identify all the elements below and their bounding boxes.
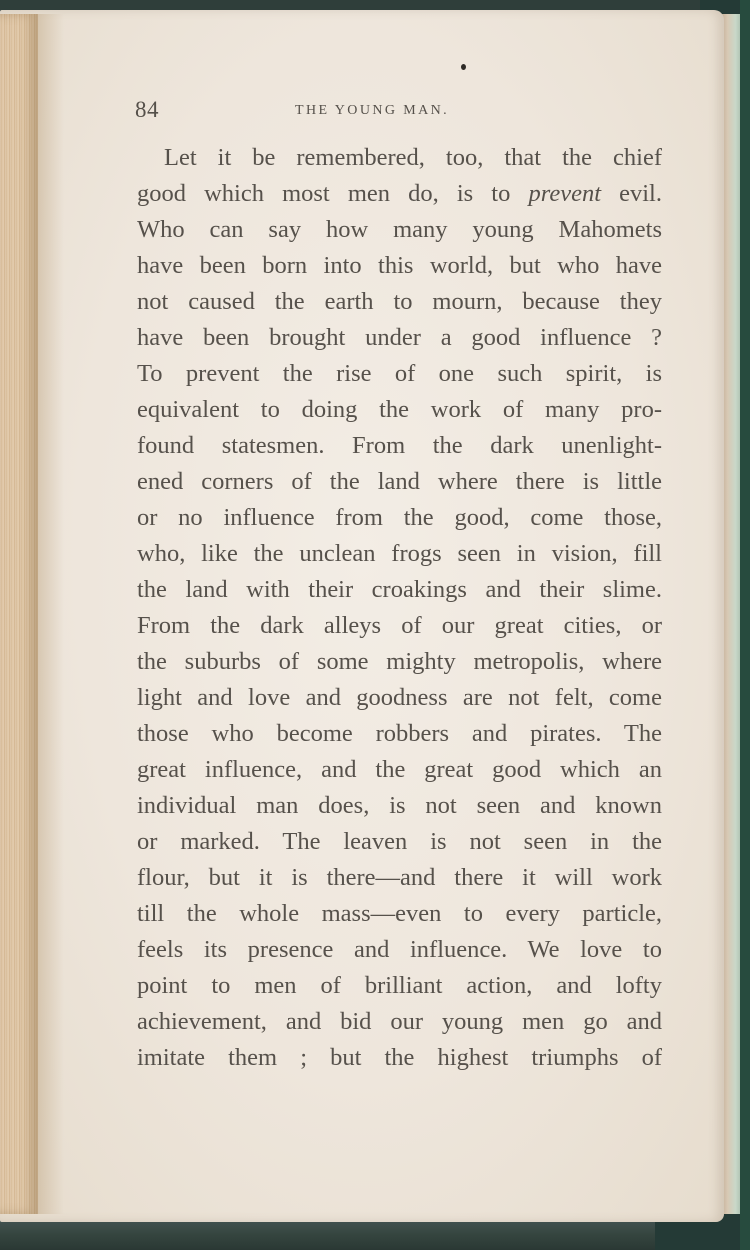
text-line xyxy=(137,392,662,428)
text-line xyxy=(137,1004,662,1040)
text-line-content: individual man does, is not seen and known xyxy=(137,792,662,819)
text-line xyxy=(137,212,662,248)
text-line xyxy=(137,788,662,824)
text-line-content: good which most men do, is to xyxy=(137,180,529,207)
text-line xyxy=(137,140,662,176)
text-line xyxy=(137,716,662,752)
text-line xyxy=(137,896,662,932)
text-line-content: have been brought under a good influence ? xyxy=(137,324,662,351)
text-line-content: great influence, and the great good which an xyxy=(137,756,662,783)
page-edges xyxy=(0,14,38,1214)
text-line-content: till the whole mass—even to every particle, xyxy=(137,900,662,927)
text-line xyxy=(137,320,662,356)
text-line xyxy=(137,752,662,788)
text-line xyxy=(137,824,662,860)
text-line xyxy=(137,248,662,284)
text-line-content: equivalent to doing the work of many pro- xyxy=(137,396,662,423)
text-line-content: imitate them ; but the highest triumphs of xyxy=(137,1044,662,1071)
text-line-content: those who become robbers and pirates. The xyxy=(137,720,662,747)
gutter-shadow xyxy=(38,14,64,1214)
text-line xyxy=(137,176,662,212)
text-line-content: the suburbs of some mighty metropolis, where xyxy=(137,648,662,675)
text-line xyxy=(137,932,662,968)
body-text xyxy=(137,140,662,1076)
emphasis-text: prevent xyxy=(528,180,602,207)
text-line-content: or no influence from the good, come those, xyxy=(137,504,662,531)
text-line-content: ened corners of the land where there is little xyxy=(137,468,662,495)
text-line-suffix: evil. xyxy=(601,180,662,207)
text-line xyxy=(137,500,662,536)
text-line-content: Let it be remembered, too, that the chief xyxy=(164,144,662,171)
background-surface xyxy=(740,0,750,1250)
running-head: THE YOUNG MAN. xyxy=(295,103,450,118)
text-line-content: flour, but it is there—and there it will work xyxy=(137,864,662,891)
text-line xyxy=(137,428,662,464)
text-line-content: To prevent the rise of one such spirit, is xyxy=(137,360,662,387)
text-line xyxy=(137,356,662,392)
text-line-content: From the dark alleys of our great cities, or xyxy=(137,612,662,639)
text-line xyxy=(137,860,662,896)
text-line xyxy=(137,536,662,572)
text-line xyxy=(137,464,662,500)
text-line-content: not caused the earth to mourn, because they xyxy=(137,288,662,315)
text-line xyxy=(137,572,662,608)
page-header xyxy=(135,97,665,131)
text-line-content: feels its presence and influence. We love to xyxy=(137,936,662,963)
text-line-content: light and love and goodness are not felt, come xyxy=(137,684,662,711)
page-number: 84 xyxy=(135,97,159,122)
text-line xyxy=(137,608,662,644)
ink-speck xyxy=(461,64,466,70)
text-line-content: who, like the unclean frogs seen in vision, fill xyxy=(137,540,662,567)
text-line xyxy=(137,680,662,716)
text-line-content: Who can say how many young Mahomets xyxy=(137,216,662,243)
text-line-content: the land with their croakings and their slime. xyxy=(137,576,662,603)
text-line xyxy=(137,1040,662,1076)
text-line-content: found statesmen. From the dark unenlight- xyxy=(137,432,662,459)
text-line-content: or marked. The leaven is not seen in the xyxy=(137,828,662,855)
text-line xyxy=(137,968,662,1004)
text-line-content: have been born into this world, but who have xyxy=(137,252,662,279)
text-line-content: point to men of brilliant action, and lofty xyxy=(137,972,662,999)
text-line xyxy=(137,644,662,680)
text-line xyxy=(137,284,662,320)
text-line-content: achievement, and bid our young men go and xyxy=(137,1008,662,1035)
